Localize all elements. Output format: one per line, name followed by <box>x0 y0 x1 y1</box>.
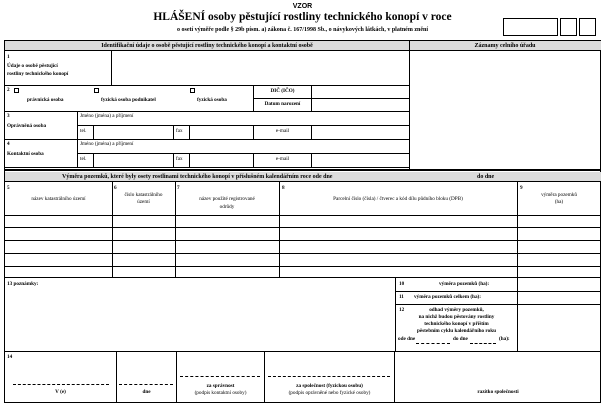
field-1-label-line2: rostliny technického konopí <box>7 71 69 77</box>
company-signature-sublabel: (podpis oprávněné nebo fyzické osoby) <box>288 390 371 396</box>
col-8-number: 8 <box>282 185 285 191</box>
field-14-number: 14 <box>7 354 13 360</box>
authorized-name-label: Jméno (jména) a příjmení <box>80 113 134 119</box>
estimate-ha-label: (ha): <box>499 336 510 342</box>
area-label: výměra pozemků (ha): <box>439 281 490 287</box>
sample-label: VZOR <box>292 3 313 10</box>
authorized-name-input[interactable] <box>78 112 409 125</box>
dic-label: DIČ (IČO) <box>270 88 295 94</box>
birth-date-label: Datum narození <box>264 101 301 107</box>
company-signature-field[interactable] <box>268 360 390 376</box>
acreage-heading-to: do dne <box>477 174 495 180</box>
col-parcel-header: Parcelní číslo (čísla) / čtverec a kód dílu půdního bloku (DPB) <box>333 196 463 202</box>
office-stamp-box[interactable] <box>503 18 558 36</box>
office-code-box-1[interactable] <box>560 18 577 36</box>
contact-fax-label: fax <box>176 156 183 162</box>
estimate-line-3: technického konopí v příštím <box>424 321 489 327</box>
col-cadastral-number-header-2: území <box>137 199 150 205</box>
option-natural-entrepreneur-label: fyzická osoba podnikatel <box>101 97 156 103</box>
table-row[interactable] <box>5 268 601 278</box>
table-row[interactable] <box>5 216 601 228</box>
company-stamp-label: razítko společnosti <box>477 389 519 395</box>
form-title: HLÁŠENÍ osoby pěstující rostliny technického konopí v roce <box>153 11 452 23</box>
notes-input[interactable] <box>6 290 394 350</box>
total-area-label: výměra pozemků celkem (ha): <box>414 294 481 300</box>
place-input[interactable] <box>13 370 109 384</box>
identification-heading: Identifikační údaje o osobě pěstující rostliny technického konopí a kontaktní osobě <box>101 43 313 49</box>
authorized-fax-label: fax <box>176 128 183 134</box>
company-signature-label: za společnost (fyzickou osobu) <box>296 383 363 389</box>
place-label: V (e) <box>55 389 66 395</box>
field-1-number: 1 <box>7 54 10 60</box>
col-area-header-2: (ha) <box>554 199 564 205</box>
field-11-number: 11 <box>399 294 404 300</box>
contact-signature-field[interactable] <box>180 360 260 376</box>
table-row[interactable] <box>5 255 601 267</box>
checkbox-legal-entity[interactable] <box>14 88 19 93</box>
option-natural-person-label: fyzická osoba <box>197 97 227 103</box>
total-area-input[interactable] <box>518 292 600 304</box>
field-10-number: 10 <box>399 281 405 287</box>
col-cadastral-number-header-1: číslo katastrálního <box>124 192 163 198</box>
contact-email-label: e-mail <box>275 156 290 162</box>
col-5-number: 5 <box>7 185 10 191</box>
correctness-label: za správnost <box>206 383 235 389</box>
checkbox-natural-person[interactable] <box>190 88 195 93</box>
authorized-email-label: e-mail <box>275 128 290 134</box>
company-stamp-field[interactable] <box>396 353 600 388</box>
estimate-area-input[interactable] <box>518 305 600 350</box>
dic-input[interactable] <box>312 86 409 98</box>
col-area-header-1: výměra pozemků <box>541 192 577 198</box>
contact-name-label: Jméno (jména) a příjmení <box>80 141 134 147</box>
correctness-sublabel: (podpis kontaktní osoby) <box>194 390 247 396</box>
grower-details-input[interactable] <box>112 52 409 84</box>
field-1-label-line1: Údaje o osobě pěstující <box>7 63 58 69</box>
field-12-number: 12 <box>399 307 405 313</box>
table-row[interactable] <box>5 229 601 241</box>
col-9-number: 9 <box>520 185 523 191</box>
estimate-line-4: pěstebním cyklu kalendářního roku <box>416 328 497 334</box>
estimate-line-2: na nichž budou pěstovány rostliny <box>418 314 495 320</box>
contact-person-label: Kontaktní osoba <box>7 151 44 157</box>
date-input[interactable] <box>119 370 173 384</box>
records-heading: Záznamy celního úřadu <box>474 43 536 49</box>
birth-date-input[interactable] <box>312 99 409 111</box>
form-subtitle: o osetí výměře podle § 29b písm. a) zákona č. 167/1998 Sb., o návykových látkách, v platném znění <box>176 27 428 33</box>
field-4-number: 4 <box>7 141 10 147</box>
col-variety-header-1: název použité registrované <box>199 196 255 202</box>
estimate-line-1: odhad výměry pozemků, <box>429 307 484 313</box>
field-3-number: 3 <box>7 113 10 119</box>
estimate-from-label: ode dne <box>398 336 416 342</box>
date-label: dne <box>142 389 151 395</box>
authorized-person-label: Oprávněná osoba <box>7 123 47 129</box>
col-variety-header-2: odrůdy <box>219 204 235 210</box>
office-code-box-2[interactable] <box>579 18 596 36</box>
field-2-number: 2 <box>7 87 10 93</box>
col-7-number: 7 <box>177 185 180 191</box>
estimate-to-label: do dne <box>453 336 468 342</box>
authorized-tel-label: tel. <box>80 128 87 134</box>
contact-tel-label: tel. <box>80 156 87 162</box>
table-row[interactable] <box>5 242 601 254</box>
acreage-heading: Výměra pozemků, které byly osety rostlinami technického konopí v příslušném kalendářním roce ode dne <box>62 174 333 180</box>
checkbox-natural-entrepreneur[interactable] <box>94 88 99 93</box>
col-6-number: 6 <box>114 185 117 191</box>
option-legal-entity-label: právnická osoba <box>27 97 64 103</box>
area-input[interactable] <box>518 279 600 291</box>
col-cadastral-name-header: název katastrálního území <box>31 196 86 202</box>
notes-label: 13 poznámky: <box>7 281 39 287</box>
